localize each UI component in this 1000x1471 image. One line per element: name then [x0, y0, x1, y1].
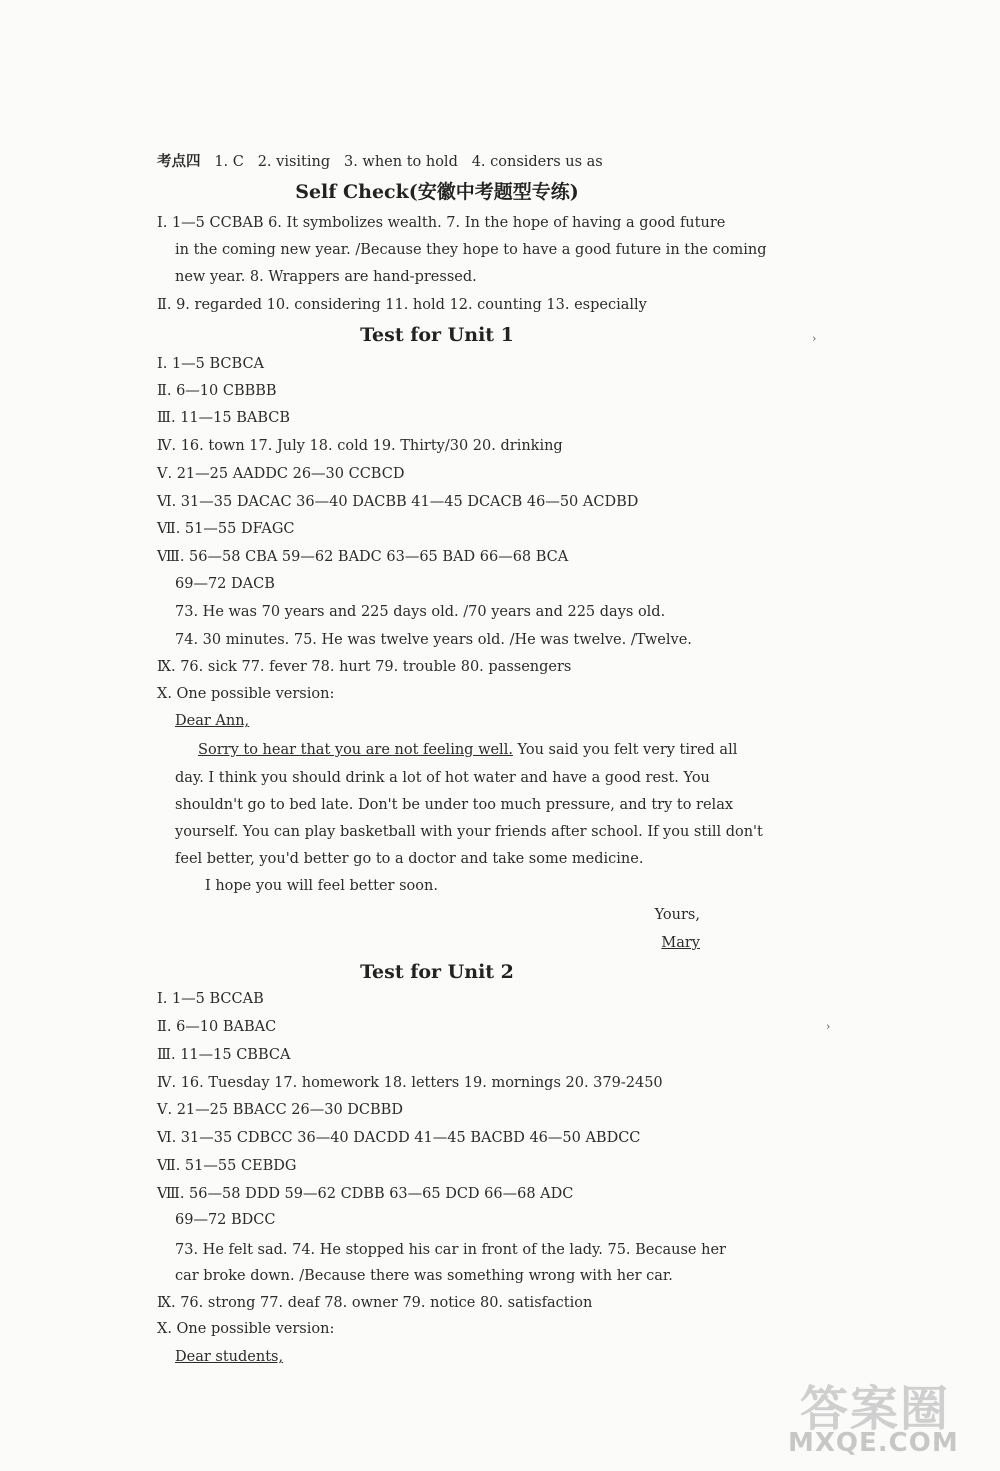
unit1-line: Ⅸ. 76. sick 77. fever 78. hurt 79. trouble 80. passengers [157, 659, 572, 675]
unit2-line: Ⅲ. 11—15 CBBCA [157, 1047, 291, 1063]
letter-line: day. I think you should drink a lot of hot water and have a good rest. You [175, 770, 710, 786]
letter-text: You said you felt very tired all [512, 742, 738, 758]
unit1-line: Ⅲ. 11—15 BABCB [157, 410, 291, 426]
unit2-line: Ⅶ. 51—55 CEBDG [157, 1158, 297, 1174]
self-check-line: Ⅱ. 9. regarded 10. considering 11. hold 12. counting 13. especially [157, 297, 647, 313]
letter-greeting [175, 712, 735, 730]
unit2-line: 69—72 BDCC [175, 1212, 276, 1228]
kaodian-label: 考点四 [157, 153, 201, 170]
unit2-line: Ⅰ. 1—5 BCCAB [157, 991, 264, 1007]
unit1-line: 74. 30 minutes. 75. He was twelve years old. /He was twelve. /Twelve. [175, 632, 692, 648]
unit1-line: Ⅱ. 6—10 CBBBB [157, 383, 277, 399]
unit2-line: Ⅸ. 76. strong 77. deaf 78. owner 79. notice 80. satisfaction [157, 1295, 593, 1311]
kaodian-item: 3. when to hold [343, 154, 458, 170]
watermark-top: 答案圈 [800, 1381, 951, 1437]
unit2-line: Ⅳ. 16. Tuesday 17. homework 18. letters 19. mornings 20. 379-2450 [157, 1075, 663, 1091]
unit1-line: Ⅳ. 16. town 17. July 18. cold 19. Thirty/30 20. drinking [157, 438, 563, 454]
self-check-line: new year. 8. Wrappers are hand-pressed. [175, 269, 477, 285]
self-check-line: in the coming new year. /Because they hope to have a good future in the coming [175, 242, 767, 258]
letter-line: feel better, you'd better go to a doctor and take some medicine. [175, 851, 644, 867]
unit2-line: 73. He felt sad. 74. He stopped his car in front of the lady. 75. Because her [175, 1242, 726, 1258]
letter-line [175, 741, 738, 759]
unit1-line: 73. He was 70 years and 225 days old. /70 years and 225 days old. [175, 604, 666, 620]
kaodian-line [157, 153, 717, 171]
unit2-line: Ⅵ. 31—35 CDBCC 36—40 DACDD 41—45 BACBD 46—50 ABDCC [157, 1130, 641, 1146]
letter-line: shouldn't go to bed late. Don't be under too much pressure, and try to relax [175, 797, 734, 813]
letter-line: yourself. You can play basketball with your friends after school. If you still don't [175, 824, 763, 840]
letter-closing: Yours, [654, 907, 700, 923]
unit1-line: Ⅶ. 51—55 DFAGC [157, 521, 295, 537]
letter-line: I hope you will feel better soon. [205, 878, 438, 894]
letter2-greeting [175, 1348, 735, 1366]
self-check-line: Ⅰ. 1—5 CCBAB 6. It symbolizes wealth. 7. In the hope of having a good future [157, 215, 726, 231]
unit2-line: car broke down. /Because there was something wrong with her car. [175, 1268, 673, 1284]
unit2-title: Test for Unit 2 [360, 961, 514, 983]
kaodian-item: 4. considers us as [471, 154, 603, 170]
scan-speck: › [826, 1020, 831, 1033]
unit2-line: Ⅴ. 21—25 BBACC 26—30 DCBBD [157, 1102, 403, 1118]
kaodian-item: 2. visiting [257, 154, 331, 170]
unit1-line: 69—72 DACB [175, 576, 275, 592]
scan-speck: › [812, 332, 817, 345]
letter-signature [661, 934, 700, 952]
unit2-line: Ⅷ. 56—58 DDD 59—62 CDBB 63—65 DCD 66—68 ADC [157, 1186, 574, 1202]
watermark-bottom: MXQE.COM [788, 1428, 959, 1458]
unit1-line: Ⅴ. 21—25 AADDC 26—30 CCBCD [157, 466, 405, 482]
unit1-line: Ⅷ. 56—58 CBA 59—62 BADC 63—65 BAD 66—68 BCA [157, 549, 569, 565]
unit2-line: Ⅱ. 6—10 BABAC [157, 1019, 277, 1035]
unit1-title: Test for Unit 1 [360, 324, 514, 346]
unit2-line: Ⅹ. One possible version: [157, 1321, 335, 1337]
self-check-title: Self Check(安徽中考题型专练) [295, 181, 579, 203]
letter-signature-text: Mary [661, 935, 700, 951]
letter2-greeting-text: Dear students, [175, 1349, 284, 1365]
unit1-line: Ⅵ. 31—35 DACAC 36—40 DACBB 41—45 DCACB 46—50 ACDBD [157, 494, 639, 510]
letter-greeting-text: Dear Ann, [175, 713, 250, 729]
unit1-line: Ⅰ. 1—5 BCBCA [157, 356, 265, 372]
watermark-logo [760, 1370, 990, 1465]
kaodian-item: 1. C [214, 154, 244, 170]
unit1-line: Ⅹ. One possible version: [157, 686, 335, 702]
letter-underlined-lead: Sorry to hear that you are not feeling well. [198, 742, 513, 758]
